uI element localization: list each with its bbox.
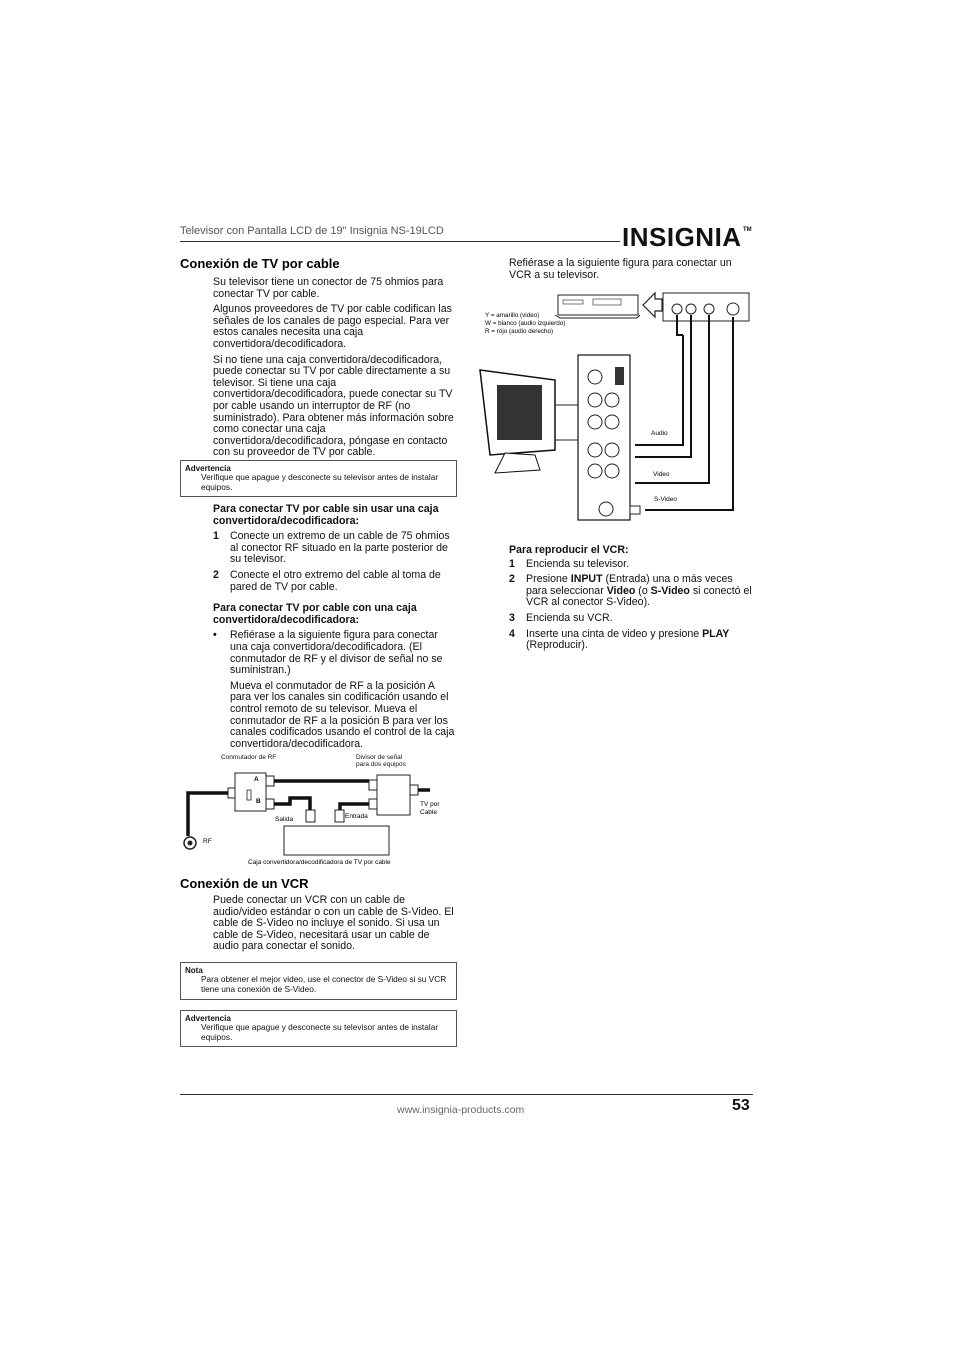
list-item <box>213 681 458 751</box>
running-header-title: Televisor con Pantalla LCD de 19" Insignia NS-19LCD <box>180 225 444 237</box>
note-box <box>180 962 457 1000</box>
left-column <box>180 256 460 463</box>
section-title-cable: Conexión de TV por cable <box>180 256 340 271</box>
list-item <box>213 531 458 566</box>
paragraph: Puede conectar un VCR con un cable de audio/video estándar o con un cable de S-Video. El cable de S-Video no incluye el sonido. Si usa un cable de S-Video, necesitará usar un cable de audio para conectar el sonido. <box>213 894 454 953</box>
step-text <box>526 574 754 609</box>
vcr-intro <box>213 895 458 957</box>
footer-rule <box>180 1094 753 1095</box>
step-number: 2 <box>509 573 515 586</box>
bullet-text: Refiérase a la siguiente figura para conectar una caja convertidora/decodificadora. (El conmutador de RF y el divisor de señal no se suministran.) <box>230 629 443 677</box>
step-text-fragment: Encienda su televisor. <box>526 557 630 570</box>
steps-list <box>509 559 754 652</box>
warning-body: Verifique que apague y desconecte su televisor antes de instalar equipos. <box>201 472 439 492</box>
vcr-intro-right <box>509 258 754 285</box>
footer-url: www.insignia-products.com <box>397 1104 525 1116</box>
step-text-fragment: Encienda su VCR. <box>526 611 613 624</box>
insignia-logo <box>622 220 754 255</box>
subheading-play-vcr: Para reproducir el VCR: <box>509 544 629 556</box>
step-text <box>526 629 754 652</box>
warning-box <box>180 460 457 497</box>
list-item <box>509 574 754 609</box>
step-number: 1 <box>509 557 515 570</box>
step-text <box>526 559 754 571</box>
step-text <box>526 613 754 625</box>
warning-box <box>180 1010 457 1047</box>
label-caja: Caja convertidora/decodificadora de TV por cable <box>248 859 391 866</box>
legend-red: R = rojo (audio derecho) <box>485 328 554 335</box>
step-number: 3 <box>509 611 515 624</box>
step-text-fragment: S-Video <box>650 584 690 597</box>
list-item <box>509 559 754 571</box>
legend-yellow: Y = amarillo (video) <box>485 312 540 319</box>
label-entrada: Entrada <box>345 813 368 820</box>
label-a: A <box>254 776 259 783</box>
label-conmutador: Conmutador de RF <box>221 754 277 761</box>
cable-box-diagram <box>180 748 460 873</box>
paragraph: Refiérase a la siguiente figura para conectar un VCR a su televisor. <box>509 257 732 281</box>
list-item <box>213 570 458 593</box>
list-item <box>509 613 754 625</box>
subheading-no-box: Para conectar TV por cable sin usar una caja convertidora/decodificadora: <box>213 503 439 527</box>
note-title: Nota <box>185 966 203 975</box>
cable-steps <box>213 504 458 754</box>
step-text-fragment: Inserte una cinta de video y presione <box>526 627 703 640</box>
paragraph: Mueva el conmutador de RF a la posición A para ver los canales sin codificación usando el control remoto de su televisor. Mueva el conmutador de RF a la posición B para ver los canales codificados usando el control de la caja convertidora/decodificadora. <box>230 679 455 750</box>
label-b: B <box>256 798 261 805</box>
label-rf: RF <box>203 838 212 845</box>
step-text-fragment: Presione <box>526 573 571 586</box>
warning-title: Advertencia <box>185 464 231 473</box>
label-cable: Cable <box>420 809 437 816</box>
logo-tm: TM <box>743 227 752 233</box>
paragraph: Su televisor tiene un conector de 75 ohmios para conectar TV por cable. <box>213 276 444 300</box>
label-divisor-2: para dos equipos <box>356 761 406 768</box>
bullet-mark: • <box>213 629 217 642</box>
warning-body: Verifique que apague y desconecte su televisor antes de instalar equipos. <box>201 1022 439 1042</box>
label-audio: Audio <box>651 430 668 437</box>
header-rule <box>180 241 620 242</box>
vcr-connection-diagram <box>475 285 755 530</box>
signal-splitter <box>377 775 410 815</box>
label-divisor: Divisor de señal <box>356 754 403 761</box>
step-text-fragment: (Reproducir). <box>526 639 588 652</box>
label-tv-por: TV por <box>420 801 440 808</box>
cable-box <box>284 826 389 855</box>
step-text-fragment: INPUT <box>570 573 603 586</box>
logo-text: INSIGNIA <box>622 222 742 250</box>
step-text-fragment: PLAY <box>702 627 730 640</box>
list-item <box>213 630 458 676</box>
warning-title: Advertencia <box>185 1014 231 1023</box>
step-text-fragment: si conectó el VCR al conector S-Video). <box>526 584 752 609</box>
subheading-with-box: Para conectar TV por cable con una caja convertidora/decodificadora: <box>213 602 417 626</box>
step-text-fragment: Video <box>606 584 636 597</box>
section-title-vcr: Conexión de un VCR <box>180 876 309 891</box>
paragraph: Si no tiene una caja convertidora/decodificadora, puede conectar su TV por cable directamente a su televisor. Si tiene una caja convertidora/decodificadora, puede conectar su TV por cable usando un interruptor de RF (no suministrado). Para obtener más información sobre como conectar una caja convertidora/decodificadora, póngase en contacto con su proveedor de TV por cable. <box>213 353 454 459</box>
play-vcr-steps <box>509 545 754 656</box>
step-number: 1 <box>213 530 219 543</box>
legend-white: W = blanco (audio izquierdo) <box>485 320 566 327</box>
label-s-video: S-Video <box>654 496 678 503</box>
page-number: 53 <box>732 1097 750 1114</box>
step-number: 2 <box>213 568 219 581</box>
step-text: Conecte el otro extremo del cable al toma de pared de TV por cable. <box>230 568 441 593</box>
arrow-icon <box>643 293 662 317</box>
step-text-fragment: (o <box>635 584 651 597</box>
paragraph: Algunos proveedores de TV por cable codifican las señales de los canales de pago especial. Para ver estos canales necesita una caja convertidora/decodificadora. <box>213 303 452 350</box>
step-number: 4 <box>509 627 515 640</box>
list-item <box>509 629 754 652</box>
step-text: Conecte un extremo de un cable de 75 ohmios al conector RF situado en la parte posterior de su televisor. <box>230 530 450 566</box>
step-text-fragment: (Entrada) una o más veces para seleccionar <box>526 573 733 597</box>
note-body: Para obtener el mejor video, use el conector de S-Video si su VCR tiene una conexión de S-Video. <box>201 974 447 994</box>
label-video: Video <box>653 471 670 478</box>
label-salida: Salida <box>275 816 294 823</box>
